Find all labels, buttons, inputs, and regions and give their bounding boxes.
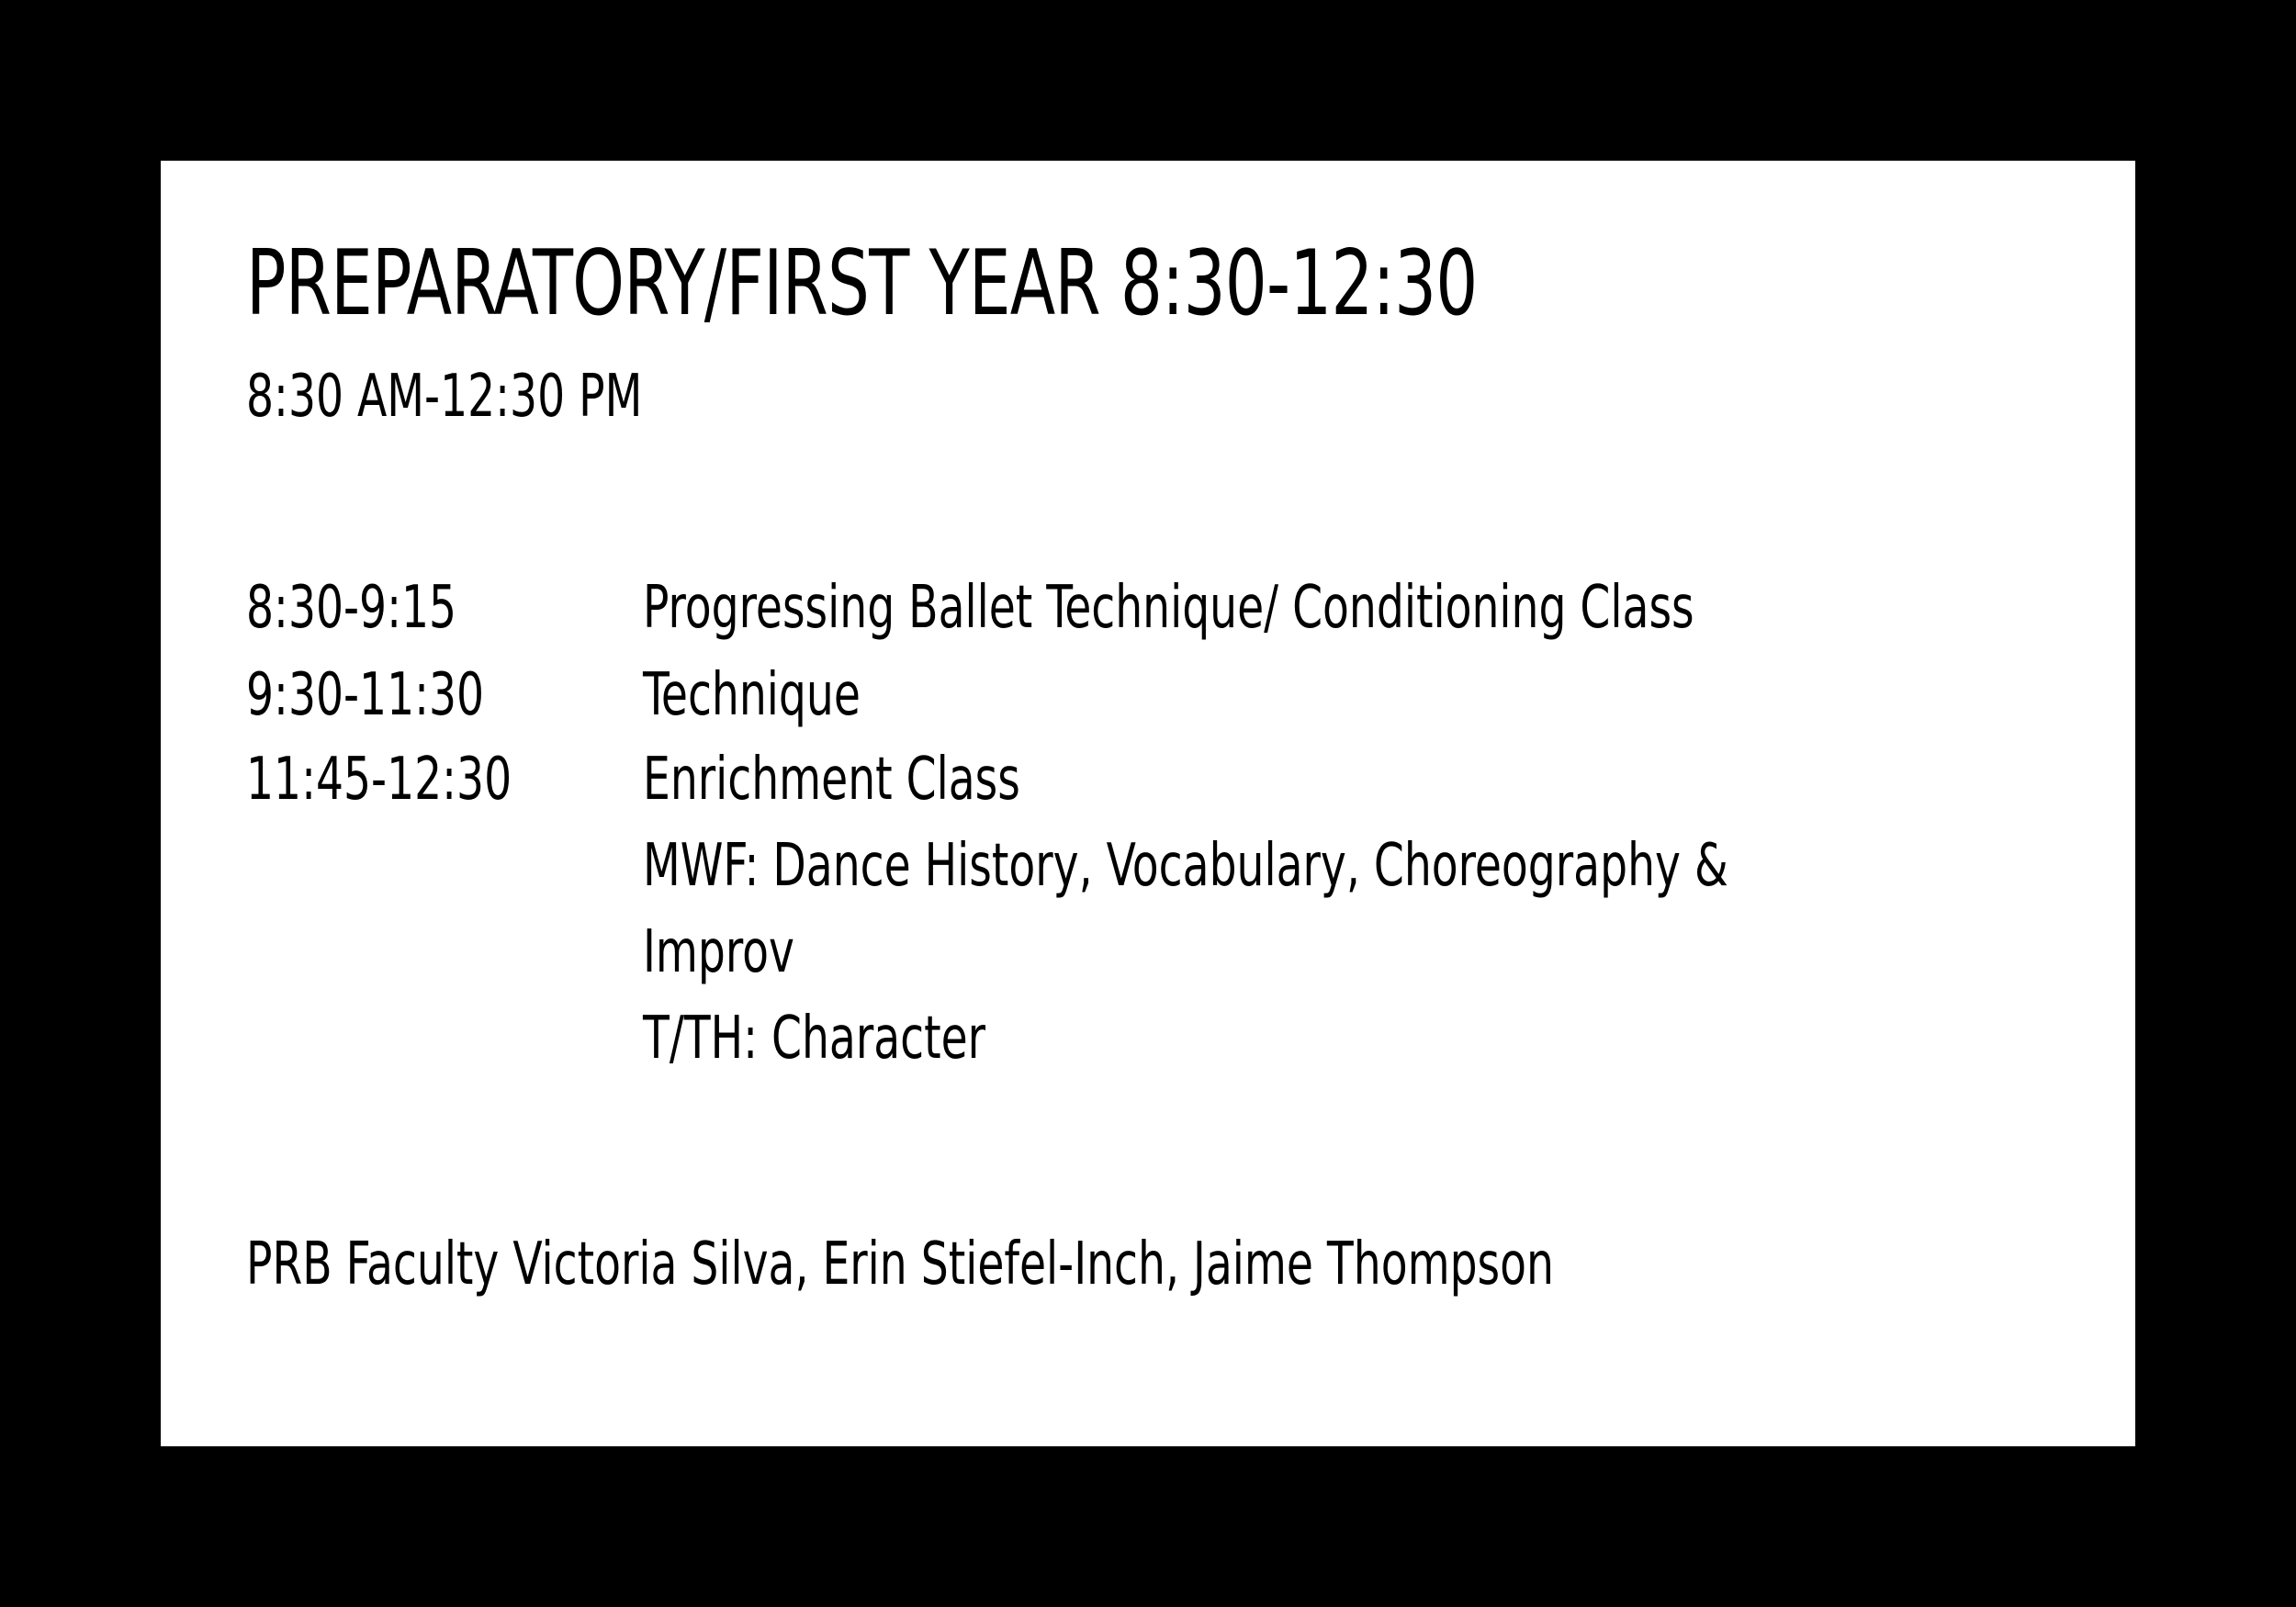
schedule-time: 9:30-11:30 bbox=[246, 661, 485, 729]
schedule-activity: Enrichment Class bbox=[643, 746, 1020, 814]
schedule-time: 8:30-9:15 bbox=[246, 574, 457, 642]
schedule-time: 11:45-12:30 bbox=[246, 746, 512, 814]
schedule-activity: Progressing Ballet Technique/ Conditioning Class bbox=[643, 574, 1694, 642]
faculty-line: PRB Faculty Victoria Silva, Erin Stiefel-Inch, Jaime Thompson bbox=[246, 1231, 1554, 1298]
time-range-subtitle: 8:30 AM-12:30 PM bbox=[246, 363, 643, 431]
page-title: PREPARATORY/FIRST YEAR 8:30-12:30 bbox=[246, 231, 1478, 336]
schedule-card bbox=[161, 161, 2135, 1446]
enrichment-detail: T/TH: Character bbox=[643, 1005, 986, 1073]
schedule-activity: Technique bbox=[643, 661, 861, 729]
enrichment-detail: MWF: Dance History, Vocabulary, Choreography & bbox=[643, 832, 1728, 900]
enrichment-detail: Improv bbox=[643, 918, 794, 986]
